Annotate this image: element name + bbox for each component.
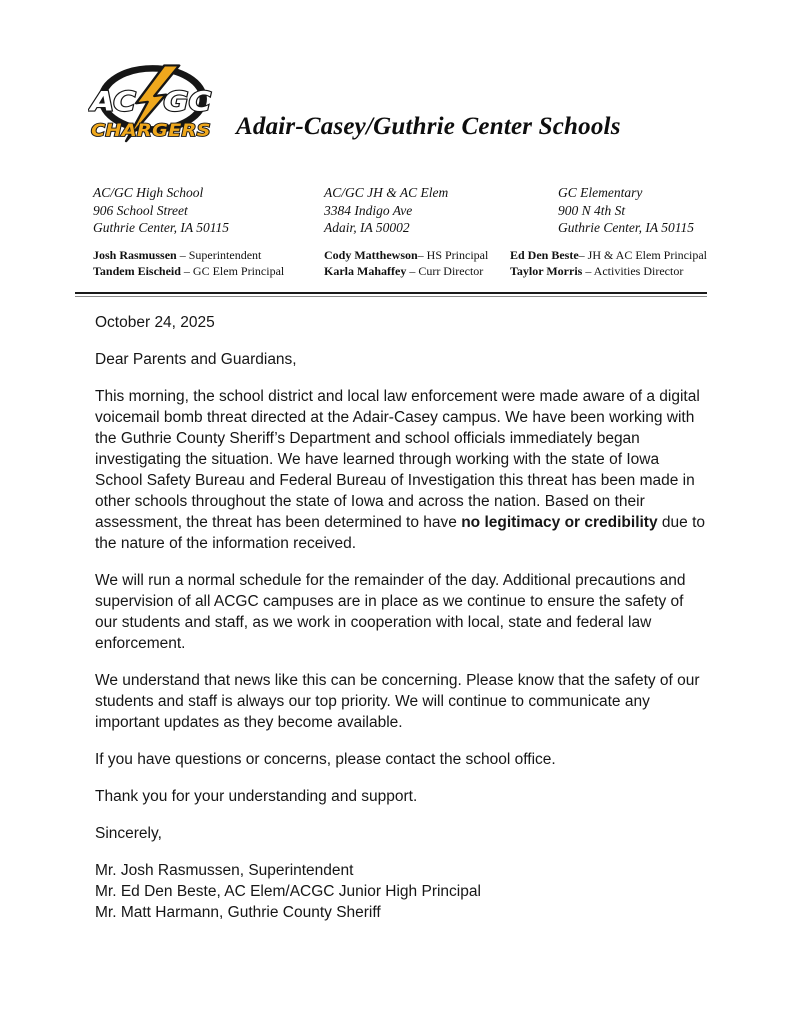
staff-name: Josh Rasmussen — [93, 248, 177, 262]
signature-line: Mr. Ed Den Beste, AC Elem/ACGC Junior High Principal — [95, 883, 481, 900]
school-address-row — [93, 184, 713, 240]
staff-sep: – — [417, 248, 427, 262]
staff-sep: – — [406, 263, 419, 278]
staff-entry — [324, 264, 488, 280]
logo-gc-text: GC — [163, 85, 212, 118]
paragraph-1-text: This morning, the school district and local law enforcement were made aware of a digital voicemail bomb threat directed at the Adair-Casey campus. We have been working with the Guthrie County Sheriff’s Department and school officials immediately began investigating the situation. We have learned through working with the state of Iowa School Safety Bureau and Federal Bureau of Investigation this threat has been made in other schools throughout the state of Iowa and across the nation. Based on their assessment, the threat has been determined to have — [95, 388, 700, 531]
school-name: AC/GC High School — [93, 185, 204, 200]
staff-title: Activities Director — [593, 263, 684, 278]
acgc-chargers-logo — [88, 64, 214, 144]
staff-title: HS Principal — [426, 248, 489, 262]
school-city: Adair, IA 50002 — [324, 220, 410, 235]
school-street: 900 N 4th St — [558, 202, 626, 218]
staff-sep: – — [578, 248, 588, 262]
school-name: GC Elementary — [558, 185, 643, 200]
letter-body — [95, 312, 709, 923]
school-street: 906 School Street — [93, 202, 188, 218]
signature-line: Mr. Josh Rasmussen, Superintendent — [95, 862, 354, 879]
paragraph-1-bold-phrase: no legitimacy or credibility — [461, 514, 658, 531]
letter-salutation: Dear Parents and Guardians, — [95, 351, 297, 368]
logo-ac-text: AC — [90, 85, 136, 118]
letter-paragraph-4: If you have questions or concerns, please contact the school office. — [95, 751, 556, 768]
staff-name: Ed Den Beste — [510, 248, 579, 262]
signature-line: Mr. Matt Harmann, Guthrie County Sheriff — [95, 904, 381, 921]
paragraph-1-text-end: due to the nature of the information received. — [95, 514, 705, 552]
letterhead-divider — [75, 292, 707, 294]
letter-paragraph-2: We will run a normal schedule for the remainder of the day. Additional precautions and supervision of all ACGC campuses are in place as we continue to ensure the safety of our students and staff, as we work in cooperation with local, state and federal law enforcement. — [95, 572, 686, 652]
staff-column-1 — [93, 248, 284, 279]
staff-sep: – — [180, 263, 193, 278]
staff-title: JH & AC Elem Principal — [587, 248, 707, 262]
school-name: AC/GC JH & AC Elem — [324, 185, 449, 200]
letter-closing: Sincerely, — [95, 825, 162, 842]
letterhead-divider-thin — [75, 296, 707, 297]
school-city: Guthrie Center, IA 50115 — [558, 220, 694, 235]
school-city: Guthrie Center, IA 50115 — [93, 220, 229, 235]
address-high-school — [93, 184, 229, 237]
staff-column-2 — [324, 248, 488, 279]
staff-sep: – — [176, 248, 189, 262]
staff-entry — [510, 248, 707, 264]
staff-entry — [510, 264, 707, 280]
staff-entry — [324, 248, 488, 264]
staff-title: GC Elem Principal — [192, 263, 285, 278]
staff-sep: – — [582, 263, 594, 278]
letter-date: October 24, 2025 — [95, 314, 215, 331]
staff-column-3 — [510, 248, 707, 279]
letter-paragraph-3: We understand that news like this can be concerning. Please know that the safety of our students and staff is always our top priority. We will continue to communicate any important updates as they become available. — [95, 672, 700, 731]
chargers-lightning-logo-icon — [88, 64, 214, 144]
page-title: Adair-Casey/Guthrie Center Schools — [236, 113, 621, 140]
staff-directory-row — [93, 248, 733, 280]
letter-paragraph-1 — [95, 386, 709, 554]
staff-name: Taylor Morris — [510, 263, 583, 278]
logo-chargers-text: CHARGERS — [91, 121, 211, 141]
letter-paragraph-5: Thank you for your understanding and support. — [95, 788, 418, 805]
school-street: 3384 Indigo Ave — [324, 202, 413, 218]
staff-entry — [93, 248, 284, 264]
address-jh-elem — [324, 184, 448, 237]
staff-name: Tandem Eischeid — [93, 263, 181, 278]
address-gc-elementary — [558, 184, 694, 237]
staff-name: Cody Matthewson — [324, 248, 418, 262]
staff-name: Karla Mahaffey — [324, 263, 407, 278]
staff-entry — [93, 264, 284, 280]
staff-title: Superintendent — [188, 248, 262, 262]
staff-title: Curr Director — [418, 263, 484, 278]
